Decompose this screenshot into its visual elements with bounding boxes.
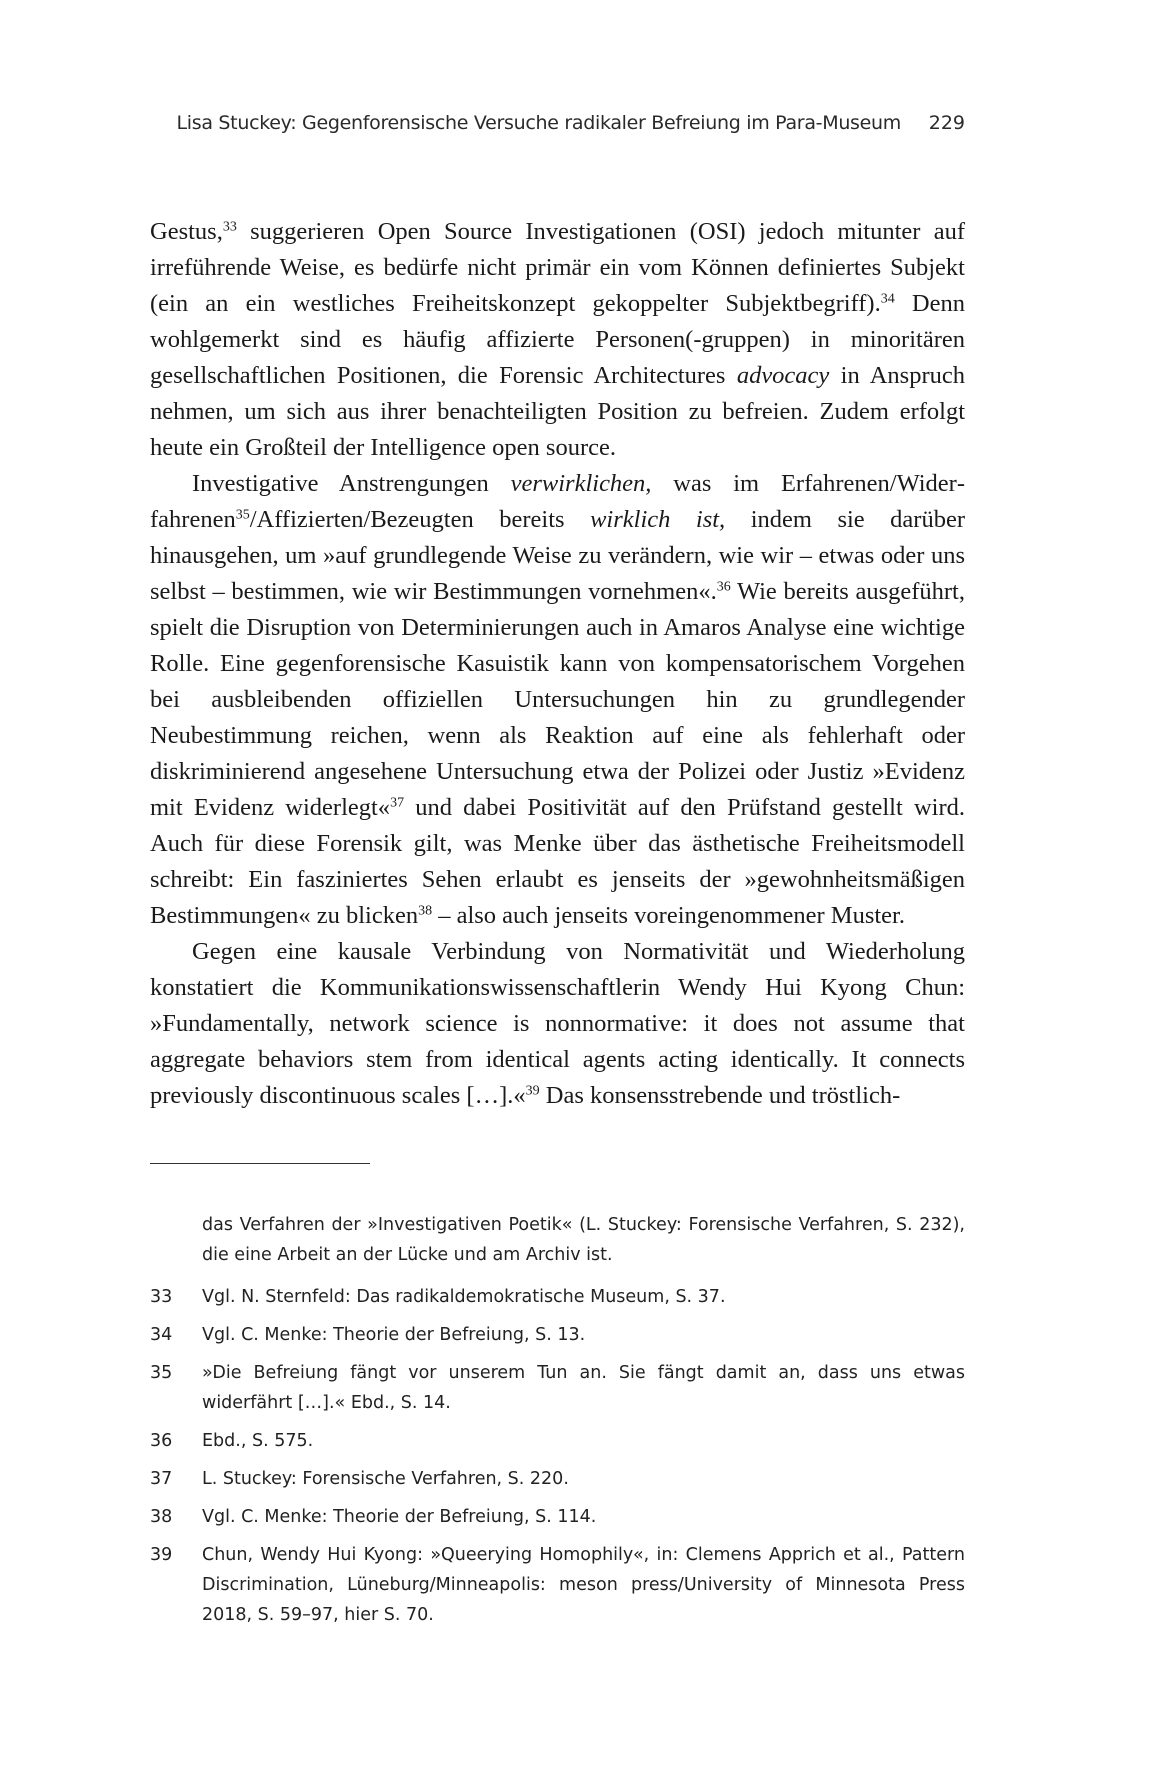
footnote-ref-38: 38	[418, 903, 433, 919]
footnote-text: »Die Befreiung fängt vor unserem Tun an. Sie fängt damit an, dass uns etwas widerfährt […].« Ebd., S. 14.	[202, 1363, 965, 1413]
footnote-33	[150, 1282, 965, 1312]
paragraph-3	[150, 934, 965, 1114]
footnote-text: Vgl. C. Menke: Theorie der Befreiung, S. 114.	[202, 1507, 597, 1527]
footnote-36	[150, 1426, 965, 1456]
italic-term: wirklich ist,	[590, 506, 726, 533]
footnote-continuation	[150, 1210, 965, 1270]
footnote-ref-35: 35	[235, 507, 250, 523]
footnote-number: 33	[150, 1287, 173, 1307]
footnote-text: Vgl. C. Menke: Theorie der Befreiung, S. 13.	[202, 1325, 586, 1345]
page-header	[150, 104, 965, 144]
text-run: /Affizierten/Bezeugten bereits	[249, 506, 591, 533]
text-run: Denn wohlgemerkt sind es häufig affizierte Personen(-gruppen) in minoritären gesellschaftlichen Positionen, die Forensic Architectures	[150, 290, 965, 389]
paragraph-1	[150, 214, 965, 466]
footnote-38	[150, 1502, 965, 1532]
paragraph-2	[150, 466, 965, 934]
text-run: und dabei Positivität auf den Prüfstand gestellt wird. Auch für diese Forensik gilt, was Menke über das ästhetische Freiheitsmodell schreibt: Ein fasziniertes Sehen erlaubt es jenseits der »gewohnheitsmäßigen Bestimmungen« zu blicken	[150, 794, 965, 929]
footnote-35	[150, 1358, 965, 1418]
footnote-ref-33: 33	[222, 219, 237, 235]
italic-term: verwirklichen,	[510, 470, 652, 497]
text-run: in Anspruch nehmen, um sich aus ihrer benachteiligten Position zu befreien. Zudem erfolgt heute ein Großteil der Intelligence open source.	[150, 362, 965, 461]
footnote-ref-34: 34	[880, 291, 895, 307]
footnote-number: 38	[150, 1507, 173, 1527]
footnote-number: 36	[150, 1431, 173, 1451]
footnote-34	[150, 1320, 965, 1350]
page-number: 229	[928, 112, 965, 134]
footnotes	[150, 1210, 965, 1638]
text-run: Investigative Anstrengungen	[192, 470, 511, 497]
footnote-number: 37	[150, 1469, 173, 1489]
footnote-ref-37: 37	[390, 795, 405, 811]
text-run: Gestus,	[150, 218, 223, 245]
footnote-text: L. Stuckey: Forensische Verfahren, S. 220.	[202, 1469, 569, 1489]
footnote-number: 39	[150, 1545, 173, 1565]
footnote-number: 35	[150, 1363, 173, 1383]
text-run: was im Erfahrenen/Widerfahrenen	[150, 470, 965, 533]
text-run: – also auch jenseits voreingenommener Muster.	[432, 902, 905, 929]
footnote-text: Chun, Wendy Hui Kyong: »Queerying Homophily«, in: Clemens Apprich et al., Pattern Discrimination, Lüneburg/Minneapolis: meson press/University of Minnesota Press 2018, S. 59–97, hier S. 70.	[202, 1545, 965, 1625]
running-head: Lisa Stuckey: Gegenforensische Versuche radikaler Befreiung im Para-Museum	[176, 112, 901, 134]
text-run: Gegen eine kausale Verbindung von Normativität und Wiederholung konstatiert die Kommunikationswissenschaftlerin Wendy Hui Kyong Chun: »Fundamentally, network science is nonnormative: it does not assume that aggregate behaviors stem from identical agents acting identically. It connects previously discontinuous scales […].«	[150, 938, 965, 1109]
footnote-ref-39: 39	[525, 1083, 540, 1099]
footnote-ref-36: 36	[716, 579, 731, 595]
footnote-text: Vgl. N. Sternfeld: Das radikaldemokratische Museum, S. 37.	[202, 1287, 726, 1307]
italic-term: advocacy	[736, 362, 830, 389]
footnote-37	[150, 1464, 965, 1494]
footnote-number: 34	[150, 1325, 173, 1345]
text-run: suggerieren Open Source Investigationen (OSI) jedoch mitunter auf irreführende Weise, es bedürfe nicht primär ein vom Können definiertes Subjekt (ein an ein westliches Freiheitskonzept gekoppelter Subjektbegriff).	[150, 218, 965, 317]
footnote-39	[150, 1540, 965, 1630]
text-run: Wie bereits ausgeführt, spielt die Disruption von Determinierungen auch in Amaros Analyse eine wichtige Rolle. Eine gegenforensische Kasuistik kann von kompensatorischem Vorgehen bei ausbleibenden offiziellen Untersuchungen hin zu grundlegender Neubestimmung reichen, wenn als Reaktion auf eine als fehlerhaft oder diskriminierend angesehene Untersuchung etwa der Polizei oder Justiz »Evidenz mit Evidenz widerlegt«	[150, 578, 965, 821]
footnote-text: Ebd., S. 575.	[202, 1431, 314, 1451]
main-text	[150, 214, 965, 1114]
footnote-separator	[150, 1163, 370, 1164]
text-run: Das konsensstrebende und tröstlich-	[539, 1082, 901, 1109]
footnote-text: das Verfahren der »Investigativen Poetik« (L. Stuckey: Forensische Verfahren, S. 232), die eine Arbeit an der Lücke und am Archiv ist.	[202, 1215, 965, 1265]
text-run: indem sie darüber hinausgehen, um »auf grundlegende Weise zu verändern, wie wir – etwas oder uns selbst – bestimmen, wie wir Bestimmungen vornehmen«.	[150, 506, 965, 605]
